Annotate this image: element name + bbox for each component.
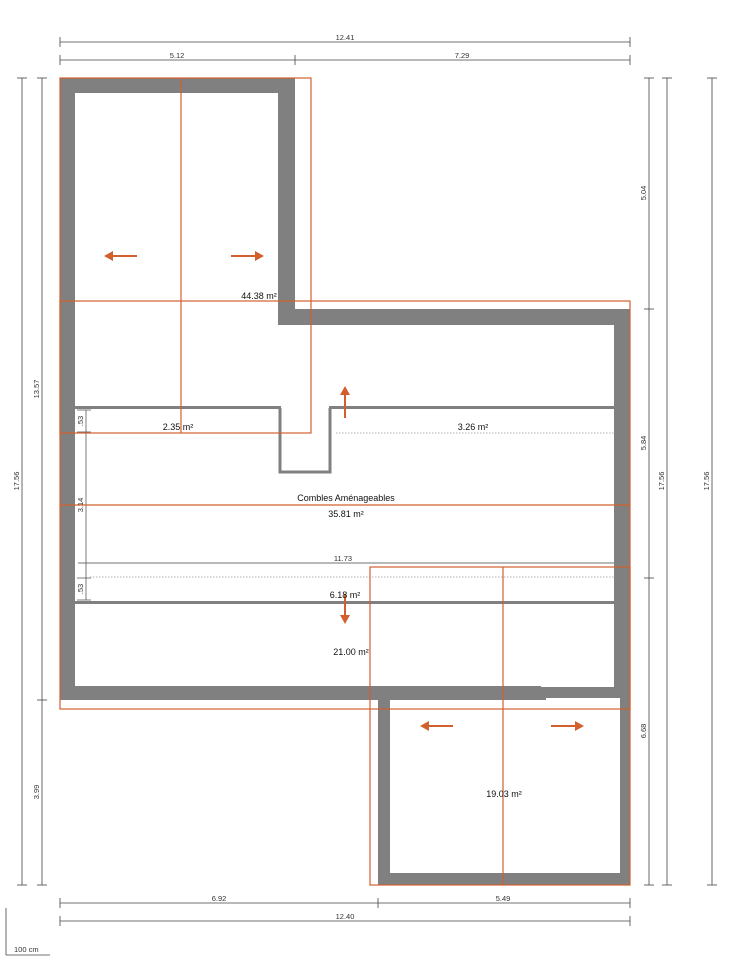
dim-top-right: 7.29 [454, 51, 470, 60]
area-lower-strip: 6.18 m² [329, 590, 361, 600]
area-main: 35.81 m² [328, 509, 364, 519]
dim-left-lower: 3.99 [32, 784, 41, 800]
dim-bottom-left: 6.92 [211, 894, 227, 903]
roof-garage [370, 567, 630, 885]
dim-top-total: 12.41 [335, 33, 355, 42]
arrow-left-icon [104, 251, 137, 261]
notch-wall [280, 408, 330, 472]
dim-inner-width: 11.73 [333, 554, 353, 563]
dim-right-total-outer: 17.56 [702, 471, 711, 491]
dim-right-lower: 6.68 [639, 723, 648, 739]
roof-left-wing [60, 78, 311, 433]
scale-label: 100 cm [14, 945, 39, 954]
arrow-right-lower-icon [551, 721, 584, 731]
room-label: Combles Aménageables [297, 493, 395, 503]
arrow-up-icon [340, 386, 350, 418]
inner-wall-upper-left [75, 406, 281, 409]
area-garage: 19.03 m² [486, 789, 522, 799]
dim-right-total-inner: 17.56 [657, 471, 666, 491]
area-left-wing: 44.38 m² [241, 291, 277, 301]
area-left-strip: 2.35 m² [162, 422, 194, 432]
lower-wall [378, 690, 630, 885]
area-lower-room: 21.00 m² [333, 647, 369, 657]
dim-right-upper: 5.04 [639, 185, 648, 201]
dimension-lines [17, 37, 717, 926]
arrow-right-icon [231, 251, 264, 261]
dim-inner-c: .53 [76, 583, 85, 595]
dim-right-middle: 5.84 [639, 435, 648, 451]
arrow-left-lower-icon [420, 721, 453, 731]
dim-bottom-right: 5.49 [495, 894, 511, 903]
dim-left-total: 17.56 [12, 471, 21, 491]
roof-outlines [60, 78, 630, 885]
inner-wall-upper-right [329, 406, 614, 409]
dim-top-left: 5.12 [169, 51, 185, 60]
dim-inner-b: 3.14 [76, 497, 85, 513]
dim-inner-a: .53 [76, 415, 85, 427]
walls [60, 78, 630, 885]
area-right-strip: 3.26 m² [457, 422, 489, 432]
dim-bottom-total: 12.40 [335, 912, 355, 921]
dim-left-upper: 13.57 [32, 379, 41, 399]
